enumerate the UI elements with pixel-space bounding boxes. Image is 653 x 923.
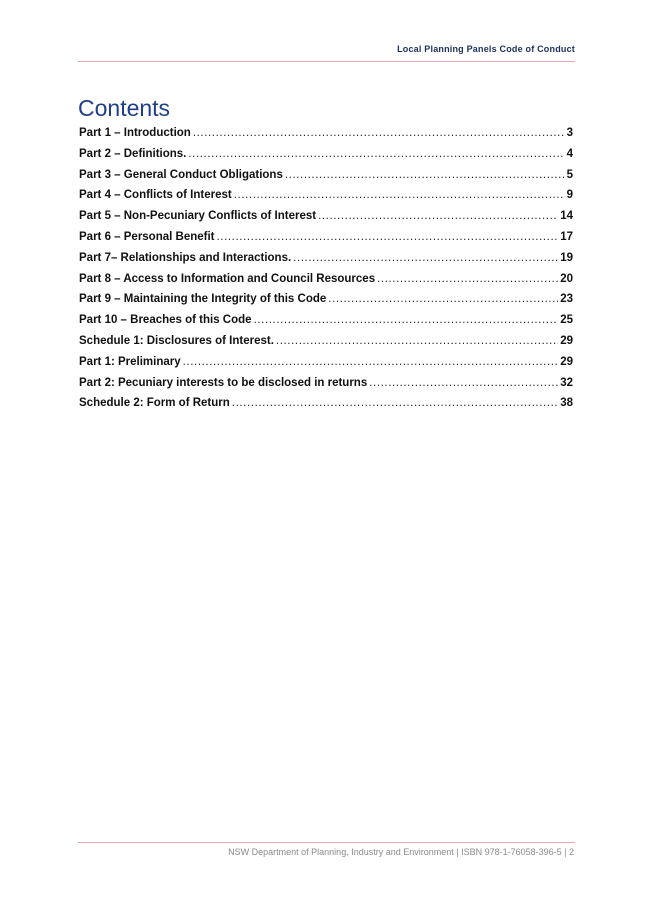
toc-entry-part-8[interactable]: [79, 273, 573, 294]
toc-entry-part-9[interactable]: [79, 293, 573, 314]
toc-entry-schedule-1-part-1[interactable]: [79, 356, 573, 377]
toc-entry-label: Schedule 2: Form of Return: [79, 397, 230, 410]
footer-text: NSW Department of Planning, Industry and Environment | ISBN 978-1-76058-396-5 | 2: [228, 847, 574, 857]
toc-entry-page: 25: [560, 314, 573, 327]
toc-entry-part-6[interactable]: [79, 231, 573, 252]
toc-dot-leader: [188, 148, 564, 160]
toc-dot-leader: [217, 231, 559, 243]
toc-entry-part-1[interactable]: [79, 127, 573, 148]
footer-divider: [78, 842, 575, 843]
toc-entry-part-4[interactable]: [79, 189, 573, 210]
toc-entry-label: Part 1: Preliminary: [79, 355, 181, 368]
toc-entry-page: 38: [560, 397, 573, 410]
running-header-title: Local Planning Panels Code of Conduct: [397, 44, 575, 54]
toc-dot-leader: [183, 356, 559, 368]
toc-entry-label: Part 2 – Definitions.: [79, 147, 187, 160]
toc-dot-leader: [377, 273, 558, 285]
toc-entry-label: Part 8 – Access to Information and Council Resources: [79, 272, 376, 285]
toc-entry-page: 20: [560, 272, 573, 285]
toc-entry-label: Part 6 – Personal Benefit: [79, 230, 215, 243]
toc-entry-page: 17: [560, 230, 573, 243]
toc-dot-leader: [254, 314, 559, 326]
toc-entry-schedule-1-part-2[interactable]: [79, 377, 573, 398]
toc-entry-label: Schedule 1: Disclosures of Interest.: [79, 334, 274, 347]
header-divider: [78, 61, 575, 62]
toc-dot-leader: [232, 397, 558, 409]
toc-dot-leader: [318, 210, 558, 222]
toc-entry-page: 9: [566, 189, 573, 202]
toc-entry-page: 5: [566, 168, 573, 181]
toc-dot-leader: [193, 127, 565, 139]
table-of-contents: [79, 127, 573, 418]
toc-entry-schedule-2[interactable]: [79, 397, 573, 418]
toc-entry-page: 29: [560, 334, 573, 347]
toc-entry-label: Part 9 – Maintaining the Integrity of this Code: [79, 293, 327, 306]
toc-entry-label: Part 2: Pecuniary interests to be disclosed in returns: [79, 376, 368, 389]
toc-entry-label: Part 3 – General Conduct Obligations: [79, 168, 283, 181]
toc-dot-leader: [328, 293, 558, 305]
toc-entry-page: 29: [560, 355, 573, 368]
toc-entry-part-7[interactable]: [79, 252, 573, 273]
toc-dot-leader: [234, 189, 565, 201]
toc-entry-part-10[interactable]: [79, 314, 573, 335]
toc-entry-label: Part 5 – Non-Pecuniary Conflicts of Interest: [79, 210, 317, 223]
toc-entry-schedule-1[interactable]: [79, 335, 573, 356]
toc-entry-page: 14: [560, 210, 573, 223]
toc-entry-page: 19: [560, 251, 573, 264]
toc-entry-part-3[interactable]: [79, 169, 573, 190]
toc-dot-leader: [276, 335, 558, 347]
toc-entry-label: Part 1 – Introduction: [79, 127, 191, 139]
toc-entry-part-2[interactable]: [79, 148, 573, 169]
toc-entry-label: Part 10 – Breaches of this Code: [79, 314, 252, 327]
toc-entry-part-5[interactable]: [79, 210, 573, 231]
contents-heading: Contents: [78, 95, 171, 121]
toc-dot-leader: [285, 169, 565, 181]
toc-entry-page: 23: [560, 293, 573, 306]
toc-dot-leader: [369, 377, 558, 389]
toc-entry-page: 3: [566, 127, 573, 139]
toc-entry-page: 32: [560, 376, 573, 389]
toc-entry-page: 4: [566, 147, 573, 160]
toc-entry-label: Part 7– Relationships and Interactions.: [79, 251, 292, 264]
toc-entry-label: Part 4 – Conflicts of Interest: [79, 189, 232, 202]
toc-dot-leader: [293, 252, 558, 264]
